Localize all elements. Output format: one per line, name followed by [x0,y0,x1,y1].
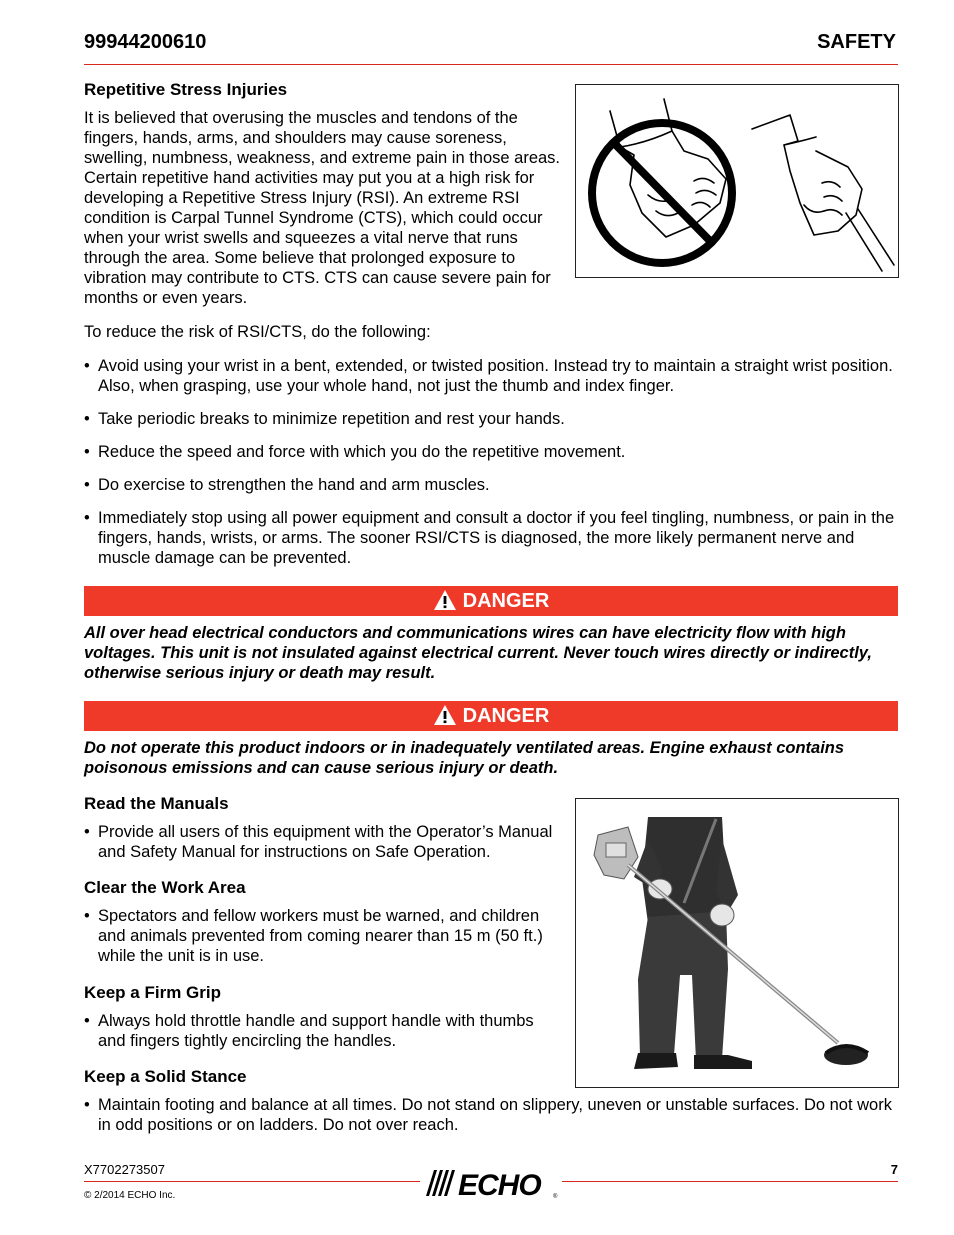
wrist-illustration [575,84,899,278]
warning-icon [433,589,457,611]
work-area-list [84,906,564,966]
footer-copyright: © 2/2014 ECHO Inc. [84,1190,176,1201]
list-item: • Take periodic breaks to minimize repetition and rest your hands. [84,409,898,429]
wrist-position-figure [576,85,898,277]
page-number: 7 [890,1162,898,1177]
list-item: • Always hold throttle handle and support handle with thumbs and fingers tightly encircling the handles. [84,1011,564,1051]
footer-rule-left [84,1181,420,1182]
prohibition-icon [592,123,732,263]
warning-icon [433,704,457,726]
rsi-bullet-list [84,409,898,429]
section-title: SAFETY [817,31,896,53]
rsi-lead: To reduce the risk of RSI/CTS, do the following: [84,323,431,341]
list-item: • Provide all users of this equipment with the Operator’s Manual and Safety Manual for instructions on Safe Operation. [84,822,564,862]
echo-logo-text: ECHO [458,1169,541,1200]
trimmer-operator-figure [576,799,898,1087]
manuals-list [84,822,564,862]
manuals-heading: Read the Manuals [84,794,229,813]
list-item: • Reduce the speed and force with which you do the repetitive movement. [84,442,898,462]
echo-logo [422,1166,560,1200]
rsi-intro: It is believed that overusing the muscles and tendons of the fingers, hands, arms, and shoulders may cause soreness, swelling, numbness, weakness, and extreme pain in those areas. Certain repetitive hand activities may put you at a high risk for developing a Repetitive Stress Injury (RSI). An extreme RSI condition is Carpal Tunnel Syndrome (CTS), which could occur when your wrist swells and squeezes a vital nerve that runs through the area. Some believe that prolonged exposure to vibration may contribute to CTS. CTS can cause severe pain for months or even years. [84,109,561,307]
document-number: 99944200610 [84,31,207,53]
footer-rule-right [562,1181,898,1182]
rsi-bullet-list [84,442,898,462]
danger-label: DANGER [462,705,550,727]
danger-banner [84,701,898,731]
list-item: • Avoid using your wrist in a bent, extended, or twisted position. Instead try to maintain a straight wrist position. Also, when grasping, use your whole hand, not just the thumb and index finger. [84,356,898,396]
danger-banner [84,586,898,616]
rsi-bullet-list [84,356,898,396]
danger-message: All over head electrical conductors and communications wires can have electricity flow with high voltages. This unit is not insulated against electrical current. Never touch wires directly or indirectly, otherwise serious injury or death may result. [84,624,872,682]
stance-list [84,1095,898,1135]
list-item: • Do exercise to strengthen the hand and arm muscles. [84,475,898,495]
list-item: • Immediately stop using all power equipment and consult a doctor if you feel tingling, numbness, or pain in the fingers, hands, wrists, or arms. The sooner RSI/CTS is diagnosed, the more likely permanent nerve and muscle damage can be prevented. [84,508,898,568]
danger-message: Do not operate this product indoors or in inadequately ventilated areas. Engine exhaust contains poisonous emissions and can cause serious injury or death. [84,739,845,777]
rsi-bullet-list [84,508,898,568]
operator-photo [575,798,899,1088]
work-area-heading: Clear the Work Area [84,878,246,897]
footer-doc-number: X7702273507 [84,1162,165,1177]
echo-logo-mark [422,1166,560,1200]
list-item: • Spectators and fellow workers must be warned, and children and animals prevented from coming nearer than 15 m (50 ft.) while the unit is in use. [84,906,564,966]
grip-heading: Keep a Firm Grip [84,983,221,1002]
stance-heading: Keep a Solid Stance [84,1067,247,1086]
rsi-heading: Repetitive Stress Injuries [84,80,288,99]
svg-text:®: ® [553,1194,558,1200]
list-item: • Maintain footing and balance at all times. Do not stand on slippery, uneven or unstable surfaces. Do not work in odd positions or on ladders. Do not over reach. [84,1095,898,1135]
rsi-bullet-list [84,475,898,495]
header-rule [84,64,898,65]
grip-list [84,1011,564,1051]
danger-label: DANGER [462,590,550,612]
